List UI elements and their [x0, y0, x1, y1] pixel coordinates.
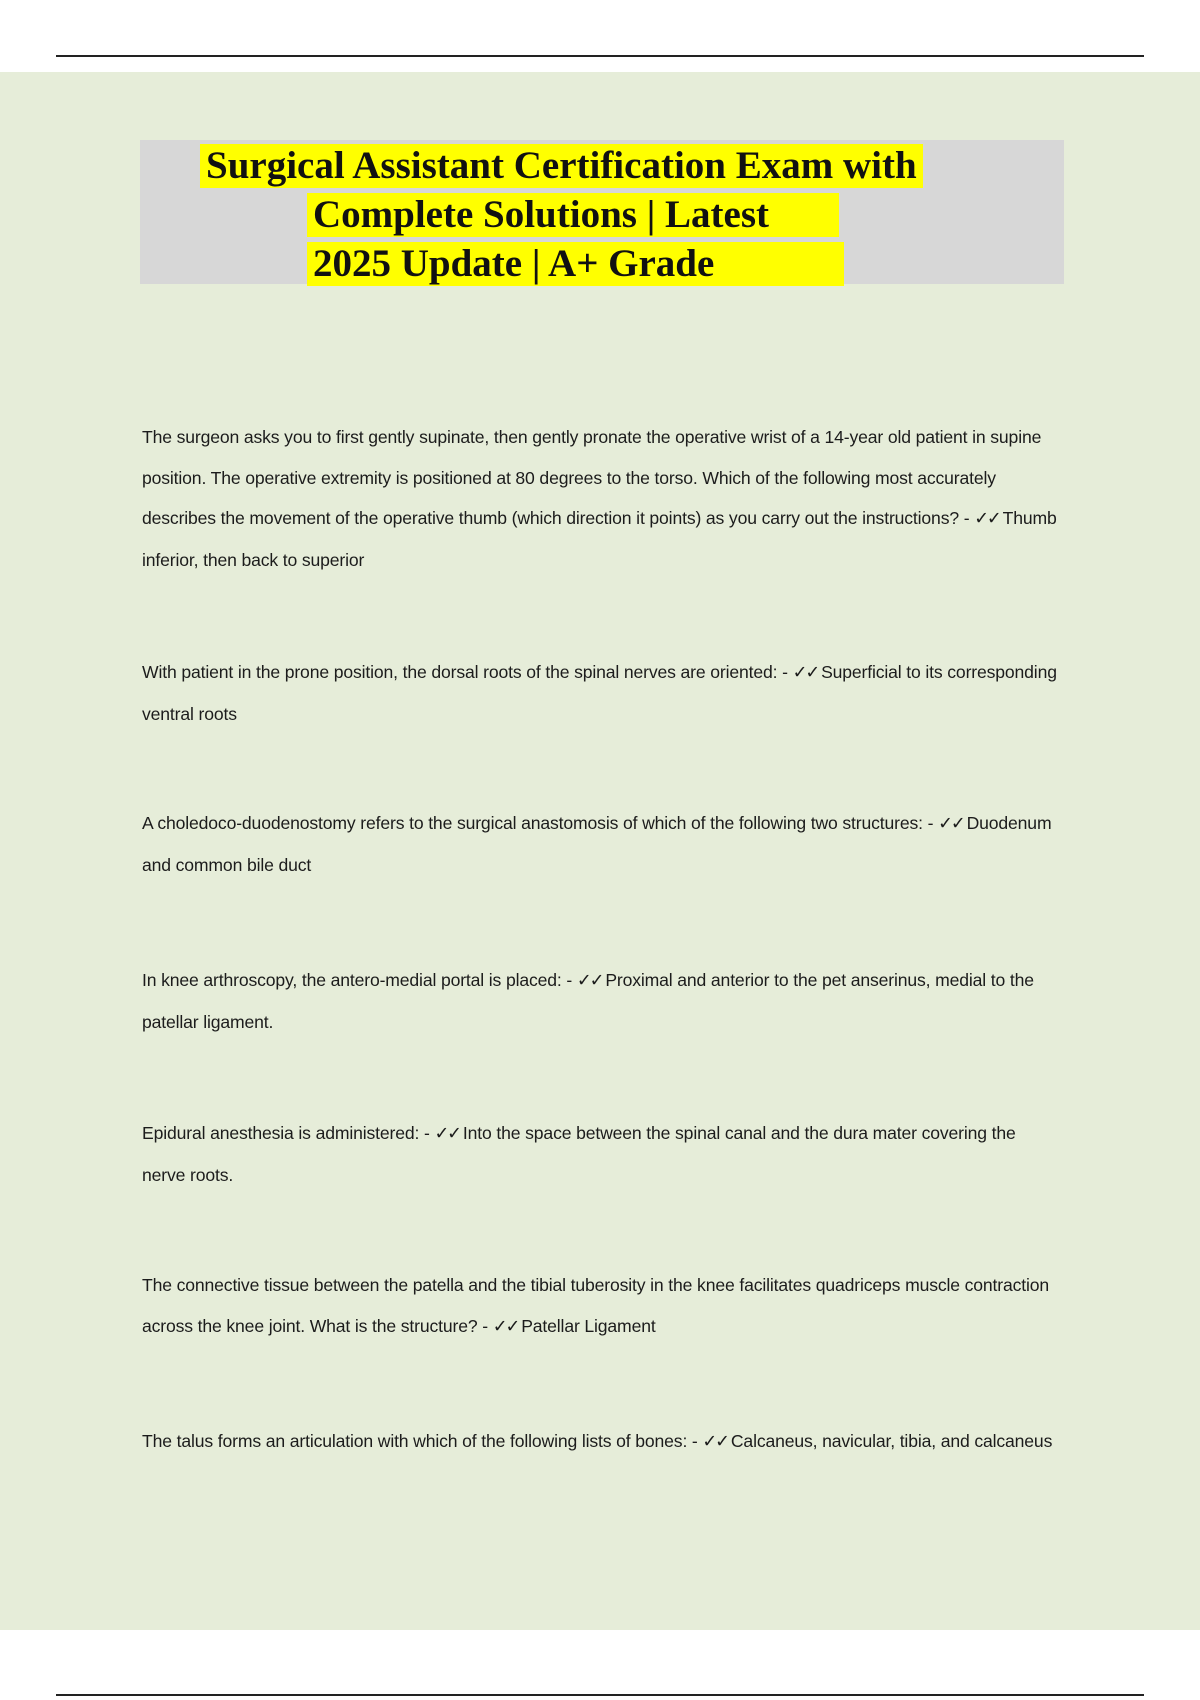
- question-text: The surgeon asks you to first gently supinate, then gently pronate the operative wrist of a 14-year old patient in supine position. The operative extremity is positioned at 80 degrees to the torso. Which of the following most accurately describes the movement of the operative thumb (which direction it points) as you carry out the instructions? -: [142, 427, 1042, 528]
- answer-text: Duodenum and common bile duct: [142, 813, 1052, 875]
- check-mark-icon: ✓✓: [792, 663, 819, 683]
- answer-text: Proximal and anterior to the pet anserinus, medial to the patellar ligament.: [142, 970, 1034, 1032]
- title-line-2: Complete Solutions | Latest: [307, 193, 839, 237]
- check-mark-icon: ✓✓: [492, 1316, 519, 1337]
- qa-item-1: [142, 417, 1060, 580]
- question-text: A choledoco-duodenostomy refers to the surgical anastomosis of which of the following two structures: -: [142, 813, 934, 833]
- document-title: [200, 141, 1000, 288]
- question-text: With patient in the prone position, the dorsal roots of the spinal nerves are oriented: -: [142, 662, 788, 682]
- qa-item-6: [142, 1265, 1060, 1347]
- answer-text: Into the space between the spinal canal and the dura mater covering the nerve roots.: [142, 1123, 1016, 1185]
- answer-text: Calcaneus, navicular, tibia, and calcaneus: [730, 1431, 1053, 1451]
- question-text: The talus forms an articulation with which of the following lists of bones: -: [142, 1431, 698, 1451]
- check-mark-icon: ✓✓: [434, 1124, 460, 1144]
- bottom-rule: [56, 1694, 1144, 1696]
- check-mark-icon: ✓✓: [576, 971, 603, 991]
- answer-text: Patellar Ligament: [521, 1315, 656, 1336]
- question-text: Epidural anesthesia is administered: -: [142, 1123, 430, 1143]
- qa-item-5: [142, 1113, 1060, 1195]
- check-mark-icon: ✓✓: [974, 509, 1000, 529]
- title-line-3: 2025 Update | A+ Grade: [307, 242, 844, 286]
- qa-item-3: [142, 803, 1060, 885]
- answer-text: Thumb inferior, then back to superior: [142, 508, 1057, 570]
- top-rule: [56, 55, 1144, 57]
- answer-text: Superficial to its corresponding ventral roots: [142, 662, 1057, 724]
- qa-item-2: [142, 652, 1060, 734]
- title-line-1: Surgical Assistant Certification Exam with: [200, 144, 923, 188]
- check-mark-icon: ✓✓: [702, 1432, 728, 1452]
- qa-item-7: [142, 1421, 1060, 1463]
- question-text: The connective tissue between the patella and the tibial tuberosity in the knee facilitates quadriceps muscle contraction across the knee joint. What is the structure? -: [142, 1275, 1050, 1336]
- qa-item-4: [142, 960, 1060, 1042]
- check-mark-icon: ✓✓: [938, 814, 964, 834]
- question-text: In knee arthroscopy, the antero-medial portal is placed: -: [142, 970, 573, 990]
